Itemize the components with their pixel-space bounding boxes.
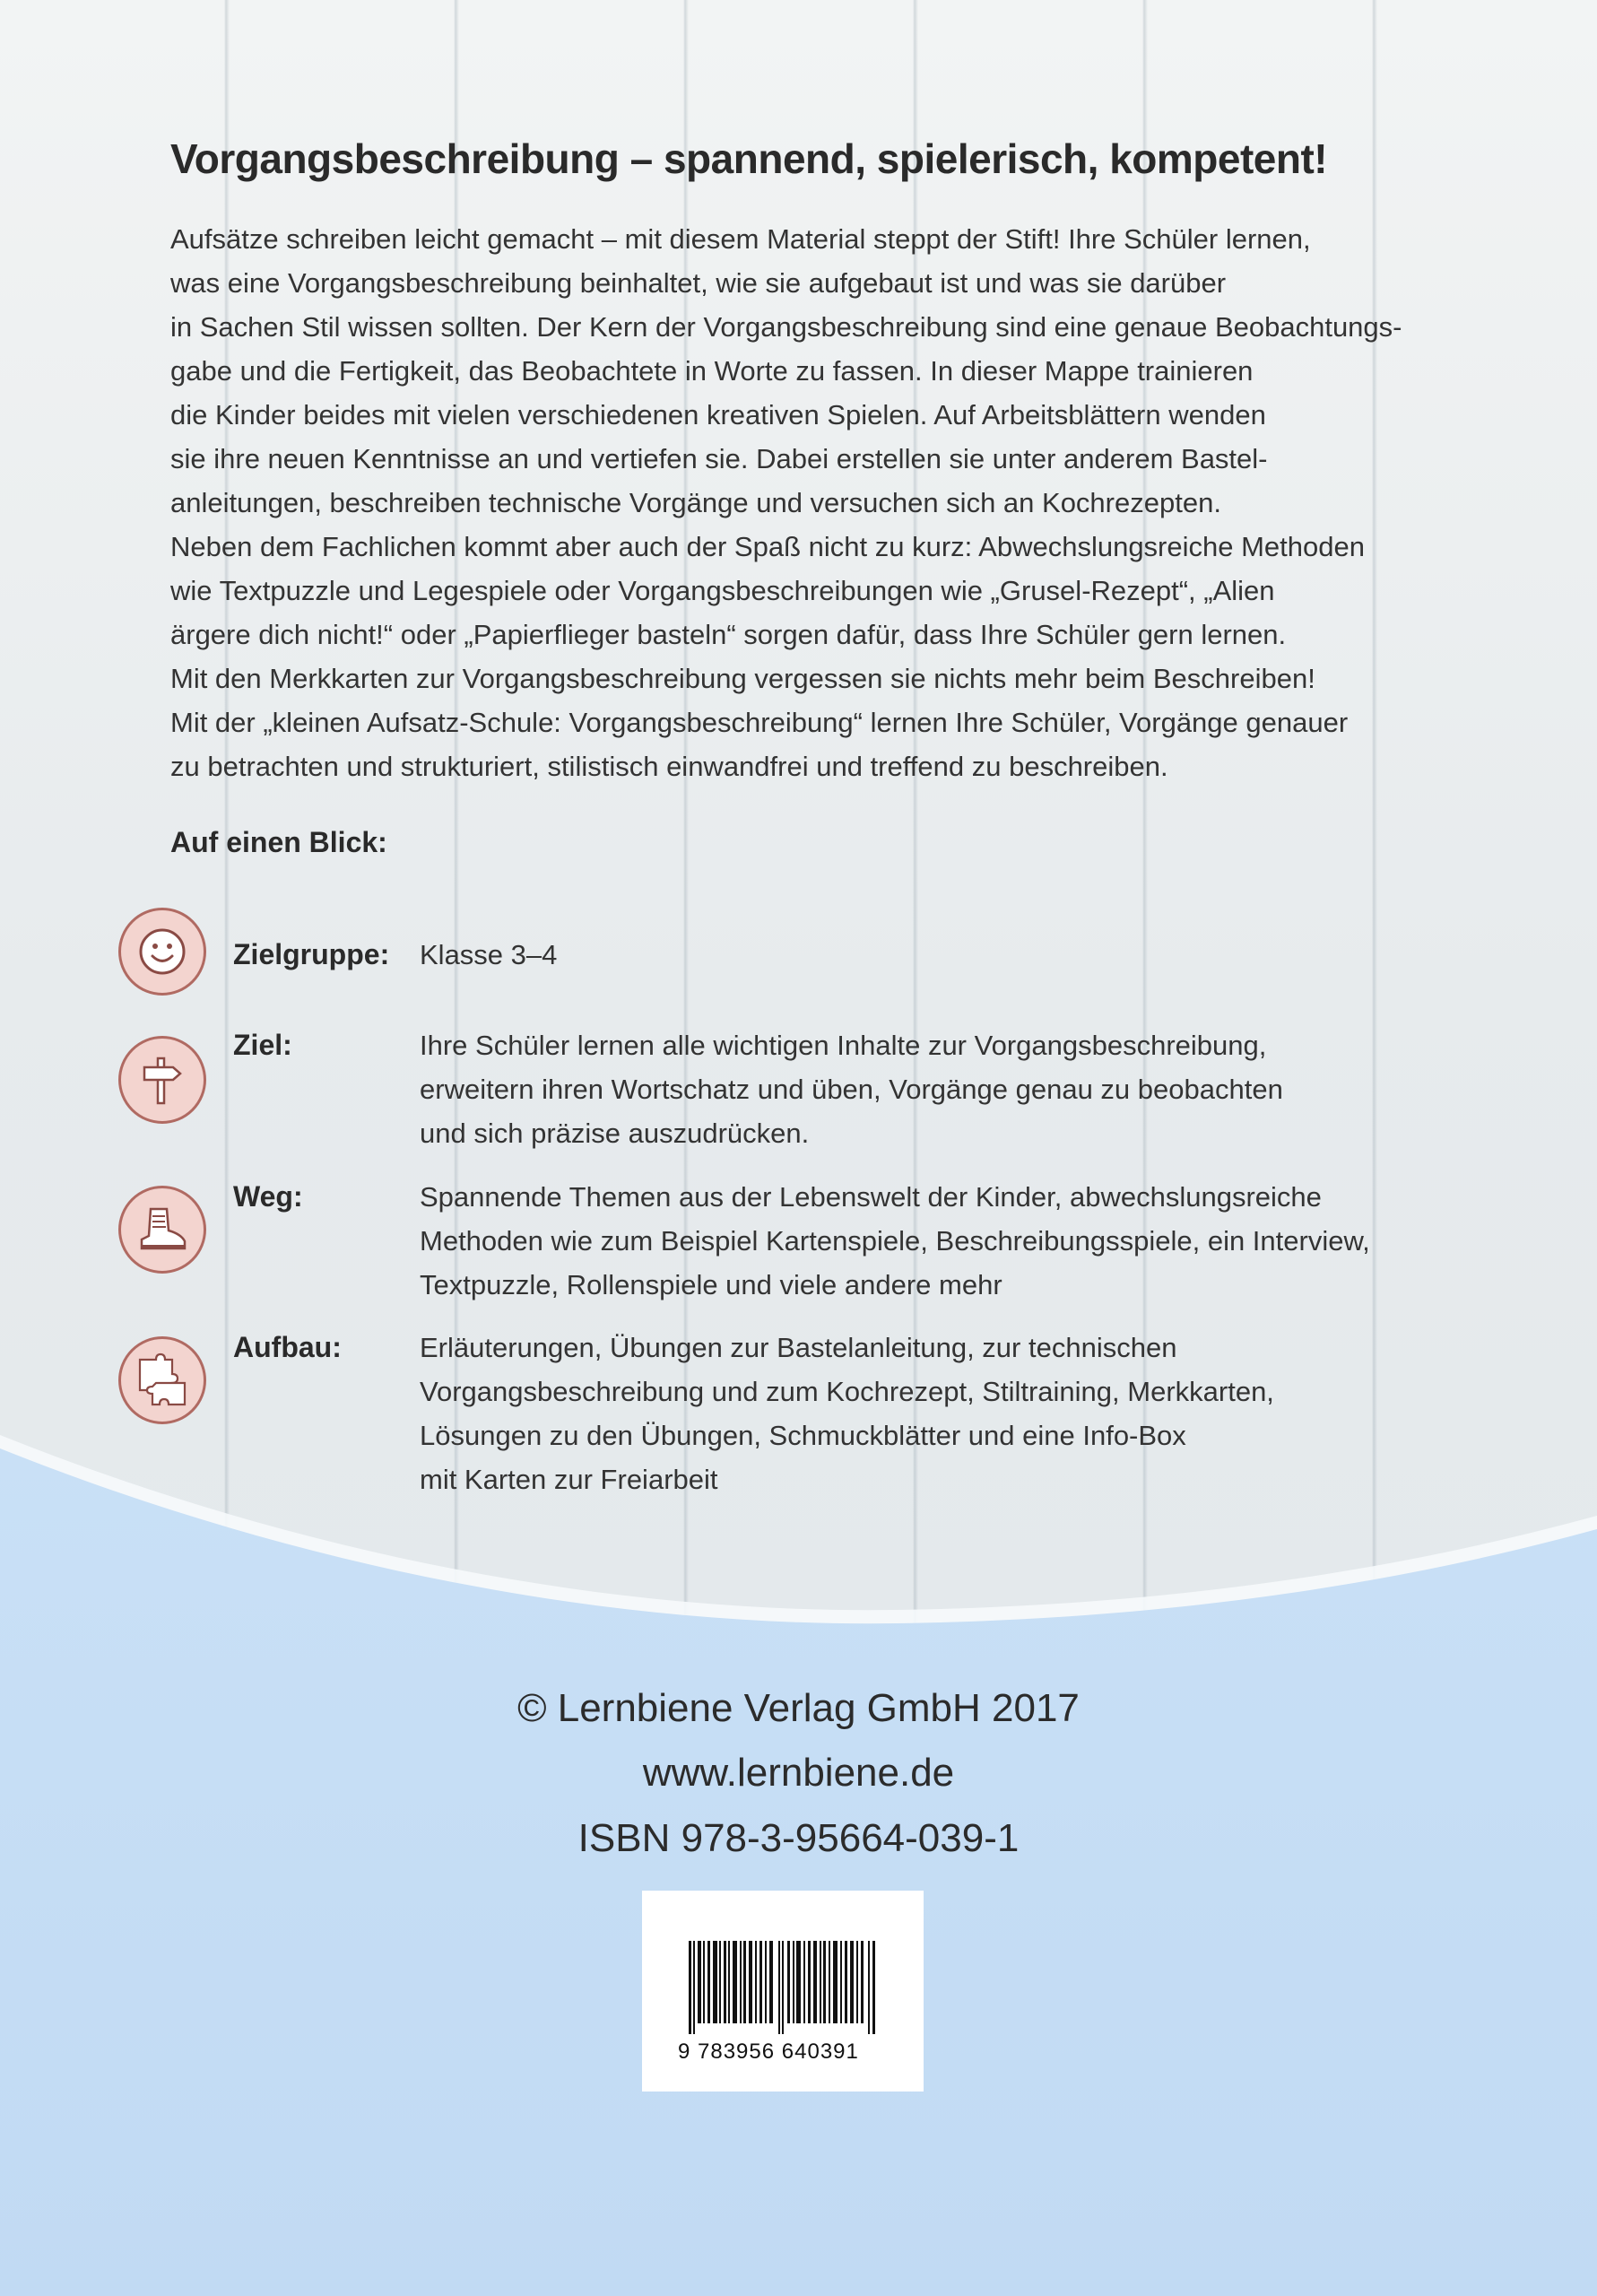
headline: Vorgangsbeschreibung – spannend, spielerisch, kompetent!	[170, 135, 1328, 182]
item-label: Ziel:	[233, 1029, 292, 1061]
copyright-text: © Lernbiene Verlag GmbH 2017	[517, 1686, 1080, 1730]
item-text-line: Erläuterungen, Übungen zur Bastelanleitung, zur technischen	[420, 1332, 1177, 1363]
intro-line: ärgere dich nicht!“ oder „Papierflieger basteln“ sorgen dafür, dass Ihre Schüler gern lernen.	[170, 619, 1287, 650]
intro-line: Mit der „kleinen Aufsatz-Schule: Vorgangsbeschreibung“ lernen Ihre Schüler, Vorgänge genauer	[170, 707, 1349, 738]
item-text-line: Ihre Schüler lernen alle wichtigen Inhalte zur Vorgangsbeschreibung,	[420, 1030, 1267, 1061]
main-content	[170, 135, 1480, 859]
intro-line: wie Textpuzzle und Legespiele oder Vorgangsbeschreibungen wie „Grusel-Rezept“, „Alien	[170, 575, 1275, 606]
item-text	[420, 933, 1496, 977]
barcode-digits: 9 783956 640391	[678, 2039, 859, 2064]
item-text	[420, 1175, 1496, 1307]
item-label: Weg:	[233, 1180, 303, 1213]
intro-line: sie ihre neuen Kenntnisse an und vertiefen sie. Dabei erstellen sie unter anderem Bastel-	[170, 443, 1268, 474]
smiley-icon	[118, 908, 206, 996]
barcode-image	[689, 1941, 879, 2034]
item-text-line: Textpuzzle, Rollenspiele und viele andere mehr	[420, 1269, 1002, 1300]
puzzle-icon	[118, 1336, 206, 1424]
intro-line: in Sachen Stil wissen sollten. Der Kern der Vorgangsbeschreibung sind eine genaue Beobachtungs-	[170, 311, 1402, 343]
item-text-line: erweitern ihren Wortschatz und üben, Vorgänge genau zu beobachten	[420, 1074, 1283, 1105]
intro-line: was eine Vorgangsbeschreibung beinhaltet, wie sie aufgebaut ist und was sie darüber	[170, 267, 1227, 299]
intro-line: Aufsätze schreiben leicht gemacht – mit diesem Material steppt der Stift! Ihre Schüler lernen,	[170, 223, 1311, 255]
intro-line: anleitungen, beschreiben technische Vorgänge und versuchen sich an Kochrezepten.	[170, 487, 1221, 518]
intro-line: Neben dem Fachlichen kommt aber auch der Spaß nicht zu kurz: Abwechslungsreiche Methoden	[170, 531, 1365, 562]
intro-paragraph	[170, 217, 1480, 788]
signpost-icon	[118, 1036, 206, 1124]
barcode-label	[642, 1891, 924, 2092]
intro-line: zu betrachten und strukturiert, stilistisch einwandfrei und treffend zu beschreiben.	[170, 751, 1168, 782]
item-text-line: Vorgangsbeschreibung und zum Kochrezept, Stiltraining, Merkkarten,	[420, 1376, 1274, 1407]
item-text-line: Spannende Themen aus der Lebenswelt der Kinder, abwechslungsreiche	[420, 1181, 1322, 1213]
item-text	[420, 1326, 1496, 1501]
item-text-line: Klasse 3–4	[420, 939, 558, 970]
item-label: Aufbau:	[233, 1331, 342, 1363]
at-a-glance-title: Auf einen Blick:	[170, 826, 387, 858]
item-text-line: Lösungen zu den Übungen, Schmuckblätter und eine Info-Box	[420, 1420, 1186, 1451]
item-text-line: und sich präzise auszudrücken.	[420, 1118, 810, 1149]
item-text	[420, 1023, 1496, 1155]
item-label: Zielgruppe:	[233, 938, 390, 970]
website-text: www.lernbiene.de	[642, 1751, 955, 1795]
intro-line: gabe und die Fertigkeit, das Beobachtete in Worte zu fassen. In dieser Mappe trainieren	[170, 355, 1254, 387]
item-text-line: Methoden wie zum Beispiel Kartenspiele, Beschreibungsspiele, ein Interview,	[420, 1225, 1370, 1257]
boot-icon	[118, 1186, 206, 1274]
item-text-line: mit Karten zur Freiarbeit	[420, 1464, 718, 1495]
intro-line: die Kinder beides mit vielen verschiedenen kreativen Spielen. Auf Arbeitsblättern wenden	[170, 399, 1266, 430]
isbn-text: ISBN 978-3-95664-039-1	[577, 1816, 1020, 1860]
intro-line: Mit den Merkkarten zur Vorgangsbeschreibung vergessen sie nichts mehr beim Beschreiben!	[170, 663, 1315, 694]
